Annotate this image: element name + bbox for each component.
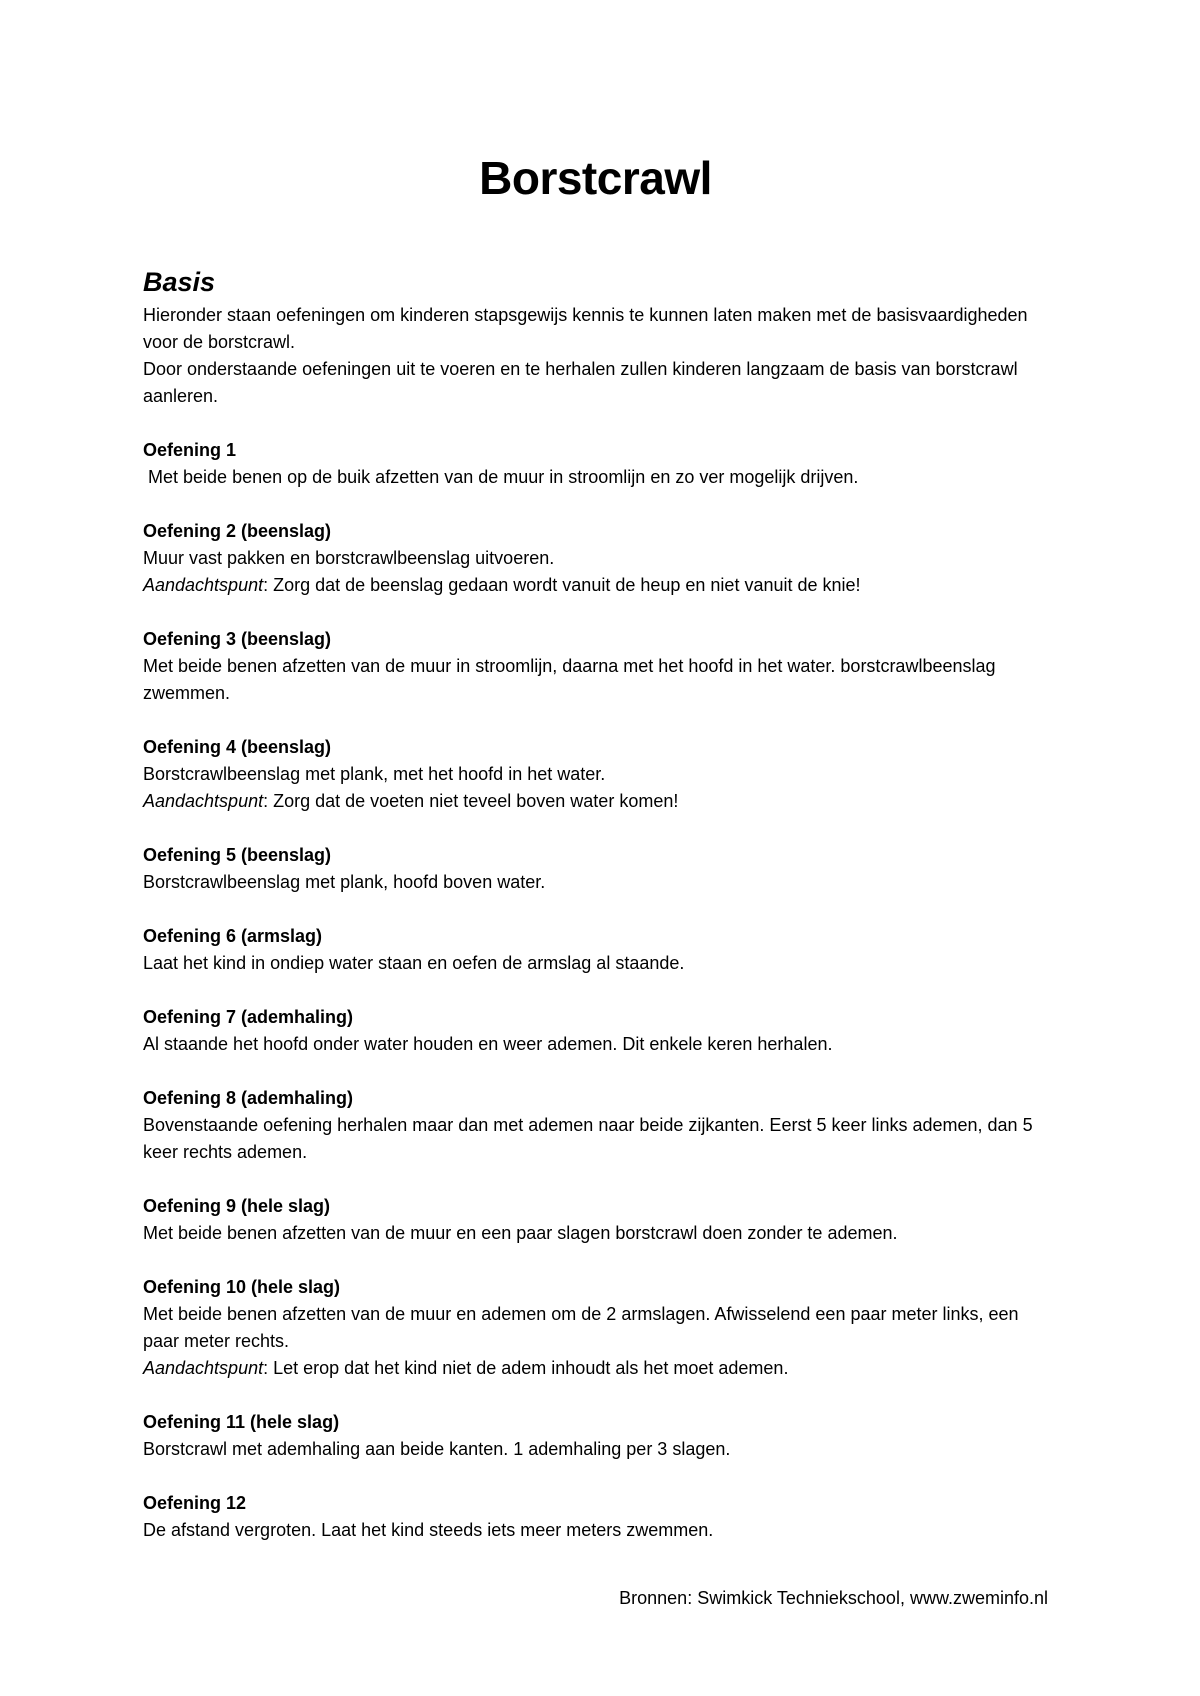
exercise-note — [143, 1355, 1048, 1382]
exercise-description: Bovenstaande oefening herhalen maar dan met ademen naar beide zijkanten. Eerst 5 keer links ademen, dan 5 keer rechts ademen. — [143, 1115, 1033, 1162]
exercise-note — [143, 572, 1048, 599]
exercise-description: Muur vast pakken en borstcrawlbeenslag uitvoeren. — [143, 548, 555, 568]
exercise-item — [143, 923, 1048, 977]
exercise-description: Al staande het hoofd onder water houden en weer ademen. Dit enkele keren herhalen. — [143, 1034, 833, 1054]
exercise-title: Oefening 9 (hele slag) — [143, 1196, 331, 1216]
exercise-description: Met beide benen afzetten van de muur in stroomlijn, daarna met het hoofd in het water. borstcrawlbeenslag zwemmen. — [143, 656, 996, 703]
exercise-title: Oefening 1 — [143, 440, 237, 460]
intro-text — [143, 302, 1048, 410]
exercise-title: Oefening 8 (ademhaling) — [143, 1088, 354, 1108]
exercise-description: Met beide benen afzetten van de muur en een paar slagen borstcrawl doen zonder te ademen. — [143, 1223, 898, 1243]
exercise-description: Borstcrawlbeenslag met plank, hoofd boven water. — [143, 872, 546, 892]
exercise-item — [143, 1085, 1048, 1166]
exercise-description: De afstand vergroten. Laat het kind steeds iets meer meters zwemmen. — [143, 1520, 714, 1540]
exercise-note — [143, 788, 1048, 815]
note-text: : Zorg dat de voeten niet teveel boven water komen! — [263, 791, 679, 811]
exercise-title: Oefening 3 (beenslag) — [143, 629, 332, 649]
exercise-description: Met beide benen op de buik afzetten van de muur in stroomlijn en zo ver mogelijk drijven. — [143, 467, 859, 487]
note-label: Aandachtspunt — [143, 575, 264, 595]
document-title: Borstcrawl — [479, 152, 712, 204]
exercise-item — [143, 1274, 1048, 1382]
exercise-description: Borstcrawlbeenslag met plank, met het hoofd in het water. — [143, 764, 606, 784]
exercise-item — [143, 1004, 1048, 1058]
exercise-item — [143, 518, 1048, 599]
note-label: Aandachtspunt — [143, 1358, 264, 1378]
document-page — [143, 0, 1048, 1696]
exercise-title: Oefening 5 (beenslag) — [143, 845, 332, 865]
exercise-title: Oefening 2 (beenslag) — [143, 521, 332, 541]
exercise-list — [143, 437, 1048, 1571]
exercise-item — [143, 842, 1048, 896]
exercise-item — [143, 1490, 1048, 1544]
note-text: : Let erop dat het kind niet de adem inhoudt als het moet ademen. — [263, 1358, 789, 1378]
exercise-title: Oefening 4 (beenslag) — [143, 737, 332, 757]
exercise-item — [143, 734, 1048, 815]
exercise-item — [143, 437, 1048, 491]
exercise-description: Laat het kind in ondiep water staan en oefen de armslag al staande. — [143, 953, 685, 973]
exercise-item — [143, 1409, 1048, 1463]
note-text: : Zorg dat de beenslag gedaan wordt vanuit de heup en niet vanuit de knie! — [263, 575, 861, 595]
note-label: Aandachtspunt — [143, 791, 264, 811]
exercise-title: Oefening 11 (hele slag) — [143, 1412, 340, 1432]
section-heading: Basis — [143, 267, 216, 297]
exercise-title: Oefening 6 (armslag) — [143, 926, 323, 946]
exercise-title: Oefening 10 (hele slag) — [143, 1277, 341, 1297]
intro-paragraph: Hieronder staan oefeningen om kinderen stapsgewijs kennis te kunnen laten maken met de basisvaardigheden voor de borstcrawl. — [143, 305, 1028, 352]
exercise-title: Oefening 7 (ademhaling) — [143, 1007, 354, 1027]
exercise-item — [143, 1193, 1048, 1247]
exercise-item — [143, 626, 1048, 707]
sources-footnote: Bronnen: Swimkick Techniekschool, www.zweminfo.nl — [619, 1588, 1048, 1608]
exercise-description: Borstcrawl met ademhaling aan beide kanten. 1 ademhaling per 3 slagen. — [143, 1439, 731, 1459]
exercise-title: Oefening 12 — [143, 1493, 247, 1513]
exercise-description: Met beide benen afzetten van de muur en ademen om de 2 armslagen. Afwisselend een paar meter links, een paar meter rechts. — [143, 1304, 1019, 1351]
intro-paragraph: Door onderstaande oefeningen uit te voeren en te herhalen zullen kinderen langzaam de basis van borstcrawl aanleren. — [143, 359, 1018, 406]
